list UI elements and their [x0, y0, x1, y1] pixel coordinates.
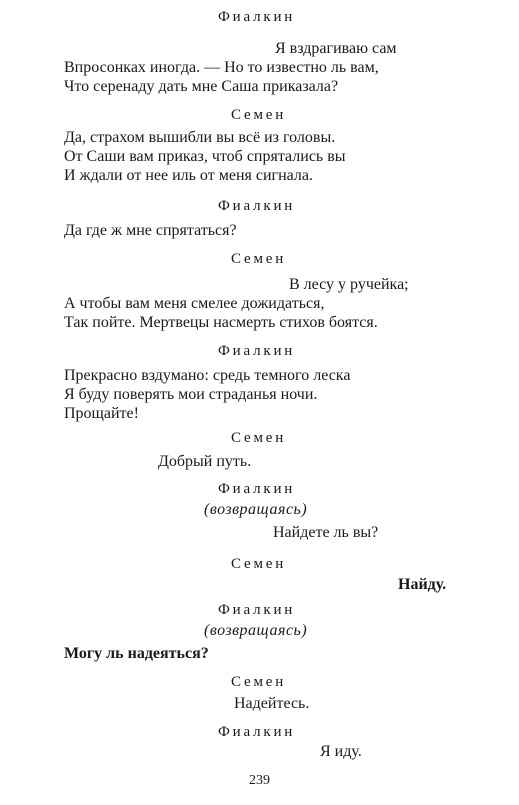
speaker-fialkin: Фиалкин [218, 343, 296, 359]
verse-line: В лесу у ручейка; [289, 276, 409, 293]
speaker-semen: Семен [231, 251, 287, 267]
speaker-fialkin: Фиалкин [218, 481, 296, 497]
speaker-fialkin: Фиалкин [218, 602, 296, 618]
verse-line: Могу ль надеяться? [64, 645, 209, 662]
verse-line: Да, страхом вышибли вы всё из головы. [64, 129, 336, 146]
stage-direction: (возвращаясь) [204, 501, 308, 518]
speaker-semen: Семен [231, 430, 287, 446]
verse-line: Я иду. [320, 743, 362, 760]
verse-line: И ждали от нее иль от меня сигнала. [64, 167, 313, 184]
verse-line: Добрый путь. [158, 453, 252, 470]
verse-line: Да где ж мне спрятаться? [64, 222, 237, 239]
stage-direction: (возвращаясь) [204, 622, 308, 639]
verse-line: Что серенаду дать мне Саша приказала? [64, 78, 339, 95]
speaker-fialkin: Фиалкин [218, 724, 296, 740]
speaker-semen: Семен [231, 556, 287, 572]
verse-line: Надейтесь. [234, 695, 310, 712]
verse-line: Впросонках иногда. — Но то известно ль вам, [64, 59, 379, 76]
verse-line: Я буду поверять мои страданья ночи. [64, 386, 318, 403]
verse-line: От Саши вам приказ, чтоб спрятались вы [64, 148, 346, 165]
verse-line: Найду. [398, 576, 447, 593]
verse-line: Так пойте. Мертвецы насмерть стихов боятся. [64, 314, 378, 331]
speaker-fialkin: Фиалкин [218, 9, 296, 25]
speaker-fialkin: Фиалкин [218, 198, 296, 214]
speaker-semen: Семен [231, 107, 287, 123]
verse-line: Прощайте! [64, 405, 139, 422]
verse-line: Прекрасно вздумано: средь темного леска [64, 367, 351, 384]
page-number: 239 [249, 773, 270, 788]
verse-line: А чтобы вам меня смелее дожидаться, [64, 295, 325, 312]
verse-line: Найдете ль вы? [273, 524, 379, 541]
verse-line: Я вздрагиваю сам [275, 40, 397, 57]
speaker-semen: Семен [231, 674, 287, 690]
